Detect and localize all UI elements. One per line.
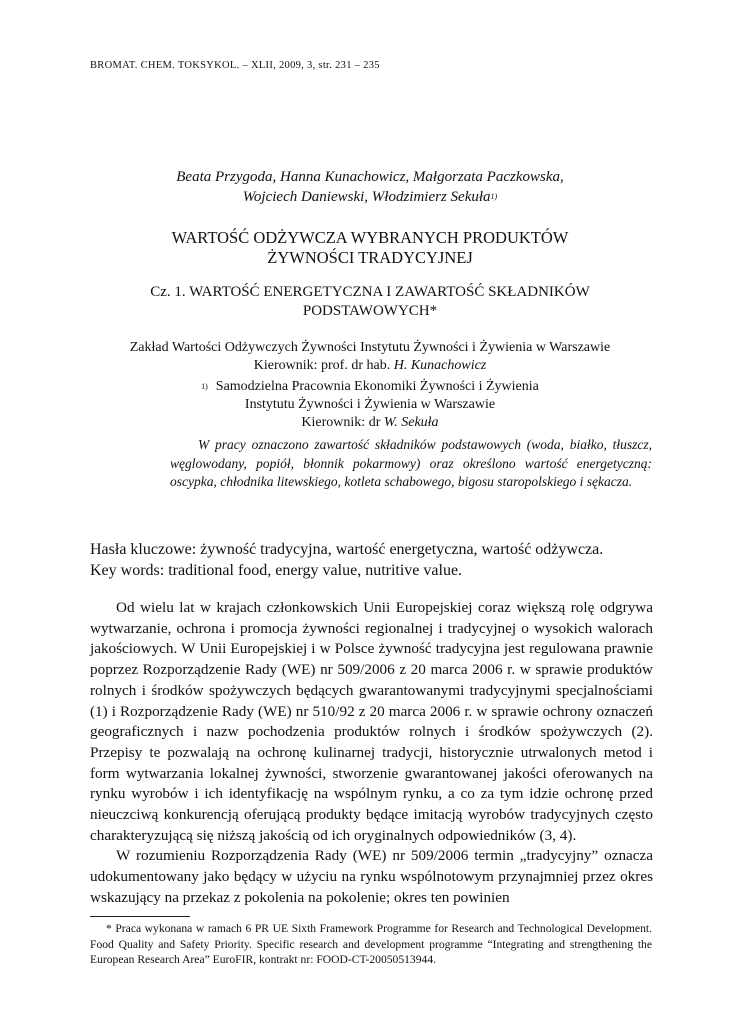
keywords-english: Key words: traditional food, energy value, nutritive value.	[90, 562, 463, 579]
authors-line-2-text: Wojciech Daniewski, Włodzimierz Sekuła	[242, 189, 491, 205]
affiliation-2-line-1	[90, 378, 650, 396]
affiliation-1-head-name: H. Kunachowicz	[393, 358, 487, 373]
authors-line-1: Beata Przygoda, Hanna Kunachowicz, Małgorzata Paczkowska,	[176, 169, 564, 185]
affiliation-1-head-prefix: Kierownik: prof. dr hab.	[253, 358, 394, 373]
abstract: W pracy oznaczono zawartość składników podstawowych (woda, białko, tłuszcz, węglowodany, popiół, błonnik pokarmowy) oraz określono wartość energetyczną: oscypka, chłodnika litewskiego, kotleta schabowego, bigosu staropolskiego i sękacza.	[170, 437, 652, 489]
affiliation-2-line-1-text: Samodzielna Pracownia Ekonomiki Żywności i Żywienia	[215, 379, 539, 394]
affiliation-2-head-name: W. Sekuła	[383, 415, 439, 430]
body-text	[90, 598, 653, 909]
affiliation-2-mark: 1)	[201, 382, 208, 391]
affiliation-2-line-2: Instytutu Żywności i Żywienia w Warszawie	[244, 397, 496, 412]
authors-line-2	[90, 187, 650, 207]
affiliation-2	[90, 378, 650, 432]
affiliation-1-head	[90, 357, 650, 375]
footnote-divider	[90, 916, 190, 917]
keywords-polish: Hasła kluczowe: żywność tradycyjna, wartość energetyczna, wartość odżywcza.	[90, 541, 604, 558]
authors-affiliation-mark: 1)	[490, 192, 498, 201]
paper-title	[90, 228, 650, 268]
running-head: BROMAT. CHEM. TOKSYKOL. – XLII, 2009, 3, str. 231 – 235	[90, 60, 380, 71]
author-list	[90, 167, 650, 207]
body-paragraph-2: W rozumieniu Rozporządzenia Rady (WE) nr 509/2006 termin „tradycyjny” oznacza udokumentowany jako będący w użyciu na rynku wspólnotowym przynajmniej przez okres wskazujący na przekaz z pokolenia na pokolenie; okres ten powinien	[90, 847, 653, 906]
affiliation-2-head	[90, 414, 650, 432]
paper-subtitle	[90, 283, 650, 321]
keywords	[90, 539, 650, 581]
subtitle-line-2: PODSTAWOWYCH*	[302, 303, 438, 319]
title-line-2: ŻYWNOŚCI TRADYCYJNEJ	[267, 248, 473, 267]
subtitle-line-1: Cz. 1. WARTOŚĆ ENERGETYCZNA I ZAWARTOŚĆ SKŁADNIKÓW	[150, 284, 590, 300]
affiliation-1	[90, 339, 650, 375]
title-line-1: WARTOŚĆ ODŻYWCZA WYBRANYCH PRODUKTÓW	[171, 228, 569, 247]
footnote: * Praca wykonana w ramach 6 PR UE Sixth Framework Programme for Research and Technological Development. Food Quality and Safety Priority. Specific research and development programme “Integrating and strengthening the European Research Area” EuroFIR, kontrakt nr: FOOD-CT-20050513944.	[90, 922, 652, 966]
body-paragraph-1: Od wielu lat w krajach członkowskich Unii Europejskiej coraz większą rolę odgrywa wytwarzanie, ochrona i promocja żywności regionalnej i tradycyjnej o wysokich walorach jakościowych. W Unii Europejskiej i w Polsce żywność tradycyjna jest regulowana prawnie poprzez Rozporządzenie Rady (WE) nr 509/2006 z 20 marca 2006 r. w sprawie produktów rolnych i środków spożywczych będących gwarantowanymi tradycyjnymi specjalnościami (1) i Rozporządzenie Rady (WE) nr 510/92 z 20 marca 2006 r. w sprawie ochrony oznaczeń geograficznych i nazw pochodzenia produktów rolnych i środków spożywczych (2). Przepisy te pozwalają na ochronę kulinarnej tradycji, historycznie utrwalonych metod i form wytwarzania lokalnej żywności, stworzenie gwarantowanej jakości oferowanych na rynku wyrobów i ich identyfikację na wspólnym rynku, a co za tym idzie ochronę przed nieuczciwą konkurencją oferującą produkty będące imitacją wyrobów tradycyjnych często charakteryzującą się niższą jakością od ich oryginalnych odpowiedników (3, 4).	[90, 599, 653, 844]
affiliation-1-institution: Zakład Wartości Odżywczych Żywności Instytutu Żywności i Żywienia w Warszawie	[129, 340, 611, 355]
affiliation-2-head-prefix: Kierownik: dr	[301, 415, 384, 430]
